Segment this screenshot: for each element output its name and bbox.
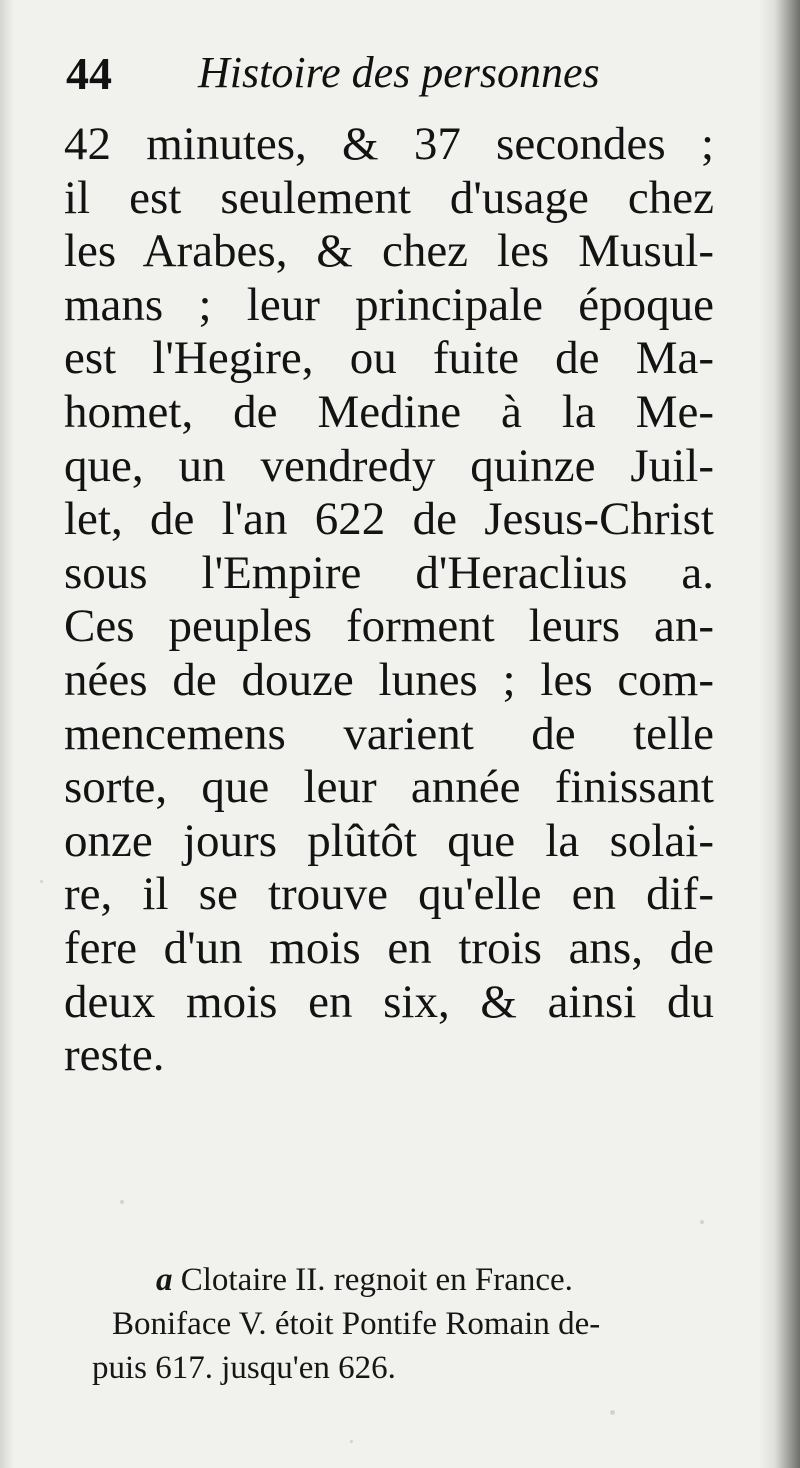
page-header (66, 46, 626, 106)
text-line: 42 minutes, & 37 secondes ; (64, 118, 714, 170)
footnote-line (92, 1258, 710, 1302)
body-text (64, 118, 714, 1083)
text-line: fere d'un mois en trois ans, de (64, 921, 714, 974)
footnote-marker: a (156, 1262, 173, 1298)
paper-speckle (610, 1410, 615, 1415)
text-line: sorte, que leur année finissant (64, 761, 714, 814)
text-line: est l'Hegire, ou fuite de Ma- (64, 332, 714, 385)
text-line: deux mois en six, & ainsi du (64, 975, 714, 1028)
text-line: homet, de Medine à la Me- (64, 385, 714, 438)
footnote-text: Clotaire II. regnoit en France. (180, 1262, 573, 1298)
text-line: mencemens varient de telle (64, 707, 714, 760)
text-line: mans ; leur principale époque (64, 278, 714, 331)
text-line: sous l'Empire d'Heraclius a. (64, 546, 714, 599)
paper-speckle (120, 1200, 124, 1204)
text-line: Ces peuples forment leurs an- (64, 600, 714, 653)
paper-speckle (40, 880, 43, 883)
text-line: que, un vendredy quinze Juil- (64, 439, 714, 492)
text-line: il est seulement d'usage chez (64, 171, 714, 224)
text-line: nées de douze lunes ; les com- (64, 653, 714, 706)
page-edge-shadow (758, 0, 800, 1468)
page-left-shadow (0, 0, 14, 1468)
text-line: reste. (64, 1029, 165, 1082)
footnote (92, 1258, 710, 1390)
text-line: onze jours plûtôt que la solai- (64, 814, 714, 867)
text-line: re, il se trouve qu'elle en dif- (64, 868, 714, 921)
footnote-line: Boniface V. étoit Pontife Romain de- (112, 1306, 601, 1342)
running-head: Histoire des personnes (198, 48, 600, 97)
text-line: let, de l'an 622 de Jesus-Christ (64, 493, 714, 546)
page-number: 44 (66, 48, 112, 99)
paper-speckle (700, 1220, 704, 1224)
footnote-line: puis 617. jusqu'en 626. (92, 1350, 396, 1386)
paper-speckle (350, 1440, 353, 1443)
text-line: les Arabes, & chez les Musul- (64, 225, 714, 278)
